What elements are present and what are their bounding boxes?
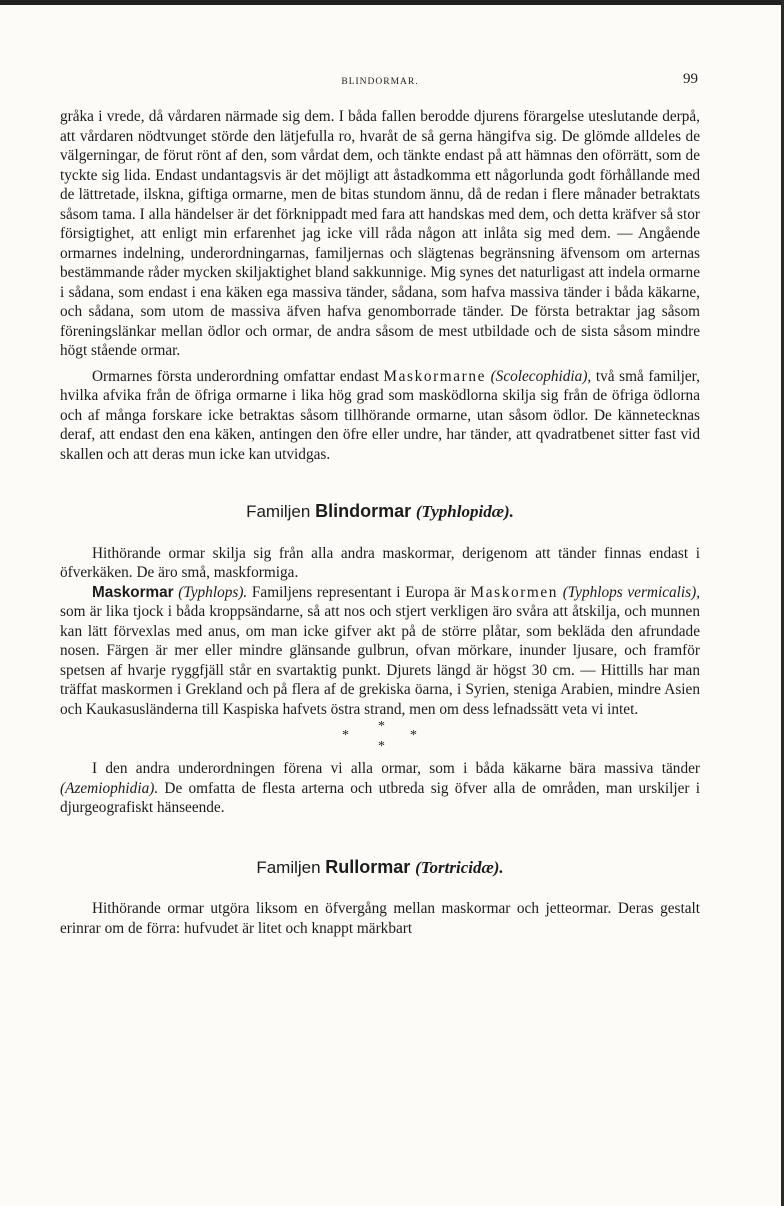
text-run: Ormarnes första underordning omfattar endast (92, 367, 379, 385)
latin-typhlops: (Typhlops). (178, 583, 248, 601)
page-edge-top (0, 0, 784, 5)
page-number: 99 (683, 71, 698, 87)
term-maskormarne: Maskormarne (383, 367, 486, 385)
asterisk: * (410, 728, 417, 743)
running-title: BLINDORMAR. (341, 77, 419, 87)
paragraph-rullormar: Hithörande ormar utgöra liksom en öfvergång mellan maskormar och jetteormar. Deras gestalt erinrar om de förra: hufvudet är litet och knappt märkbart (60, 900, 700, 937)
text-run: De omfatta de flesta arterna och utbreda sig öfver alla de områden, man urskiljer i djurgeografiskt hänseende. (60, 779, 701, 816)
asterism-separator (60, 717, 700, 753)
heading-blindormar (60, 502, 700, 522)
heading-family-name: Blindormar (315, 501, 412, 521)
heading-family-word: Familjen (256, 857, 321, 877)
paragraph-maskormar (60, 583, 700, 720)
text-run: I den andra underordningen förena vi alla ormar, som i båda käkarne bära massiva tänder (92, 760, 700, 777)
asterisk: * (378, 719, 385, 734)
paragraph-blindormar: Hithörande ormar skilja sig från alla andra maskormar, derigenom att tänder finnas endast i öfverkäken. De äro små, maskformiga. (60, 544, 700, 581)
paragraph-scolecophidia (60, 367, 700, 465)
running-head (60, 55, 700, 87)
text-run: som är lika tjock i båda kroppsändarne, så att nos och stjert verkligen äro svåra att åtskilja, och munnen kan lätt förvexlas med anus, om man icke gifver akt på de större plåtar, som bekläda den afrundade nosen. Färgen är mer eller mindre glänsande gulbrun, ofvan mörkare, inunder ljusare, och framför spetsen af hvarje ryggfjäll står en svartaktig punkt. Djurets längd är högst 30 cm. — Hittills har man träffat maskormen i Grekland och på flera af de grekiska öarna, i Syrien, steniga Arabien, mindre Asien och Kaukasusländerna till Kaspiska hafvets östra strand, men om dess lefnadssätt veta vi intet. (60, 603, 700, 718)
heading-latin-name: (Typhlopidæ). (415, 502, 514, 521)
heading-rullormar (60, 858, 700, 878)
text-run: två små familjer, hvilka afvika från de öfriga ormarne i lika hög grad som masködlorna skilja sig från de öfriga ödlorna och af många forskare icke betraktas såsom tillhörande ormarne, utan såsom ödlor. De kännetecknas deraf, att endast den ena käken, antingen den öfre eller undre, har tänder, att qvadratbenet sitter fast vid skallen och att deras mun icke kan utvidgas. (60, 367, 700, 463)
term-maskormen: Maskormen (470, 583, 559, 601)
latin-azemiophidia: (Azemiophidia). (60, 779, 159, 797)
heading-latin-name: (Tortricidæ). (415, 857, 504, 877)
text-run: Familjens representant i Europa är (251, 583, 466, 601)
heading-family-name: Rullormar (325, 856, 411, 877)
book-page (60, 55, 700, 938)
latin-typhlops-vermicalis: (Typhlops vermicalis), (562, 583, 701, 601)
paragraph-azemiophidia (60, 759, 700, 818)
body-text (60, 107, 700, 938)
asterisk: * (342, 728, 349, 743)
paragraph-intro: gråka i vrede, då vårdaren närmade sig dem. I båda fallen berodde djurens förargelse uteslutande derpå, att vårdaren nödtvunget störde den lätjefulla ro, hvaråt de så gerna hängifva sig. De glömde alldeles de välgerningar, de förut rönt af den, som vårdat dem, och tänkte endast på att hämnas den oförrätt, som de tyckte sig lida. Endast undantagsvis är det möjligt att åstadkomma ett någorlunda godt förhållande med de lättretade, ilskna, giftiga ormarne, men de bitas stundom ännu, då de redan i flere månader betraktats såsom tama. I alla händelser är det förknippadt med fara att handskas med dem, och detta kräfver så stor försigtighet, att enligt min erfarenhet jag icke vill råda någon att inlåta sig med dem. — Angående ormarnes indelning, underordningarnas, familjernas och slägtenas begränsning äfvensom om arternas bestämmande råder mycken skiljaktighet bland sakkunnige. Mig synes det naturligast att indela ormarne i sådana, som endast i ena käken ega massiva tänder, sådana, som hafva massiva tänder i båda käkarne, och sådana, som utom de massiva äfven hafva genomborrade tänder. De första betraktar jag såsom föreningslänkar mellan ödlor och ormar, de andra såsom de mest utbildade och de sista såsom mindre högt stående ormar. (60, 108, 700, 359)
heading-family-word: Familjen (246, 502, 311, 521)
genus-maskormar: Maskormar (92, 583, 174, 601)
asterisk: * (378, 739, 385, 754)
latin-scolecophidia: (Scolecophidia), (490, 367, 592, 385)
